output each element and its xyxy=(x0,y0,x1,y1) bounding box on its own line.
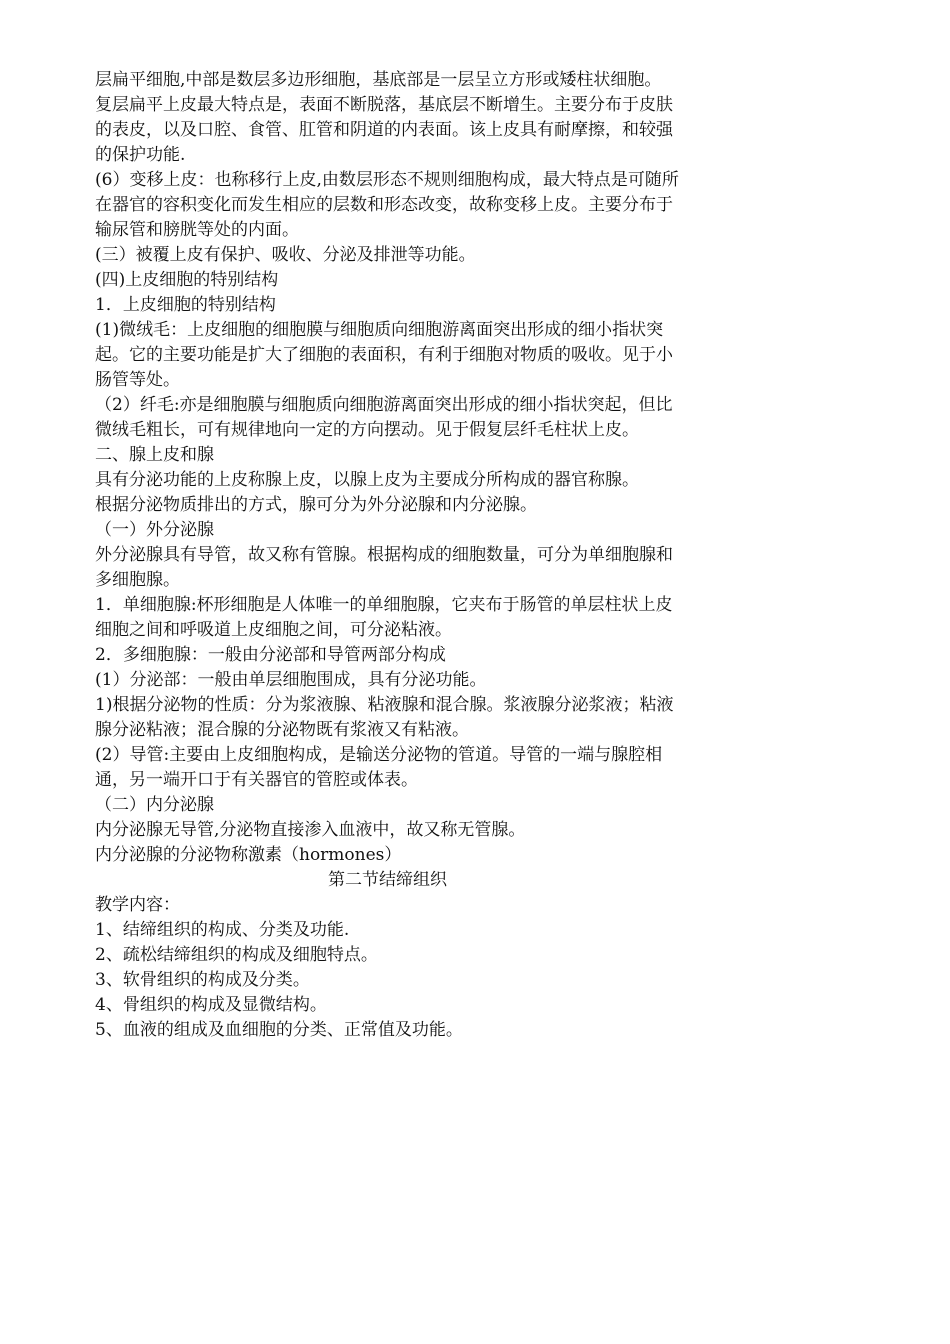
paragraph-19: （二）内分泌腺 xyxy=(95,795,214,815)
teaching-item-3: 3、软骨组织的构成及分类。 xyxy=(95,970,310,990)
paragraph-20: 内分泌腺无导管,分泌物直接渗入血液中，故又称无管腺。 xyxy=(95,820,526,840)
teaching-item-4: 4、骨组织的构成及显微结构。 xyxy=(95,995,327,1015)
teaching-item-1: 1、结缔组织的构成、分类及功能. xyxy=(95,920,350,940)
paragraph-18: (2）导管:主要由上皮细胞构成，是输送分泌物的管道。导管的一端与腺腔相通，另一端开口于有关器官的管腔或体表。 xyxy=(95,745,663,790)
paragraph-11: 根据分泌物质排出的方式，腺可分为外分泌腺和内分泌腺。 xyxy=(95,495,537,515)
paragraph-10: 具有分泌功能的上皮称腺上皮，以腺上皮为主要成分所构成的器官称腺。 xyxy=(95,470,639,490)
paragraph-14: 1．单细胞腺:杯形细胞是人体唯一的单细胞腺，它夹布于肠管的单层柱状上皮细胞之间和呼吸道上皮细胞之间，可分泌粘液。 xyxy=(95,595,673,640)
paragraph-12: （一）外分泌腺 xyxy=(95,520,214,540)
paragraph-13: 外分泌腺具有导管，故又称有管腺。根据构成的细胞数量，可分为单细胞腺和多细胞腺。 xyxy=(95,545,673,590)
teaching-heading: 教学内容： xyxy=(95,895,180,915)
paragraph-5: (四)上皮细胞的特别结构 xyxy=(95,270,279,290)
paragraph-9: 二、腺上皮和腺 xyxy=(95,445,214,465)
section-title: 第二节结缔组织 xyxy=(328,870,447,890)
paragraph-15: 2．多细胞腺：一般由分泌部和导管两部分构成 xyxy=(95,645,446,665)
paragraph-6: 1．上皮细胞的特别结构 xyxy=(95,295,276,315)
paragraph-2: 复层扁平上皮最大特点是，表面不断脱落，基底层不断增生。主要分布于皮肤的表皮，以及口腔、食管、肛管和阴道的内表面。该上皮具有耐摩擦，和较强的保护功能. xyxy=(95,95,673,165)
paragraph-1: 层扁平细胞,中部是数层多边形细胞，基底部是一层呈立方形或矮柱状细胞。 xyxy=(95,70,662,90)
document-body xyxy=(95,68,680,1043)
paragraph-3: (6）变移上皮：也称移行上皮,由数层形态不规则细胞构成，最大特点是可随所在器官的容积变化而发生相应的层数和形态改变，故称变移上皮。主要分布于输尿管和膀胱等处的内面。 xyxy=(95,170,679,240)
paragraph-16: (1）分泌部：一般由单层细胞围成，具有分泌功能。 xyxy=(95,670,487,690)
paragraph-8: （2）纤毛:亦是细胞膜与细胞质向细胞游离面突出形成的细小指状突起，但比微绒毛粗长，可有规律地向一定的方向摆动。见于假复层纤毛柱状上皮。 xyxy=(95,395,673,440)
teaching-item-2: 2、疏松结缔组织的构成及细胞特点。 xyxy=(95,945,378,965)
paragraph-7: (1)微绒毛：上皮细胞的细胞膜与细胞质向细胞游离面突出形成的细小指状突起。它的主要功能是扩大了细胞的表面积，有利于细胞对物质的吸收。见于小肠管等处。 xyxy=(95,320,673,390)
paragraph-21: 内分泌腺的分泌物称激素（hormones） xyxy=(95,845,402,865)
paragraph-17: 1)根据分泌物的性质：分为浆液腺、粘液腺和混合腺。浆液腺分泌浆液；粘液腺分泌粘液；混合腺的分泌物既有浆液又有粘液。 xyxy=(95,695,674,740)
paragraph-4: (三）被覆上皮有保护、吸收、分泌及排泄等功能。 xyxy=(95,245,476,265)
teaching-item-5: 5、血液的组成及血细胞的分类、正常值及功能。 xyxy=(95,1020,463,1040)
